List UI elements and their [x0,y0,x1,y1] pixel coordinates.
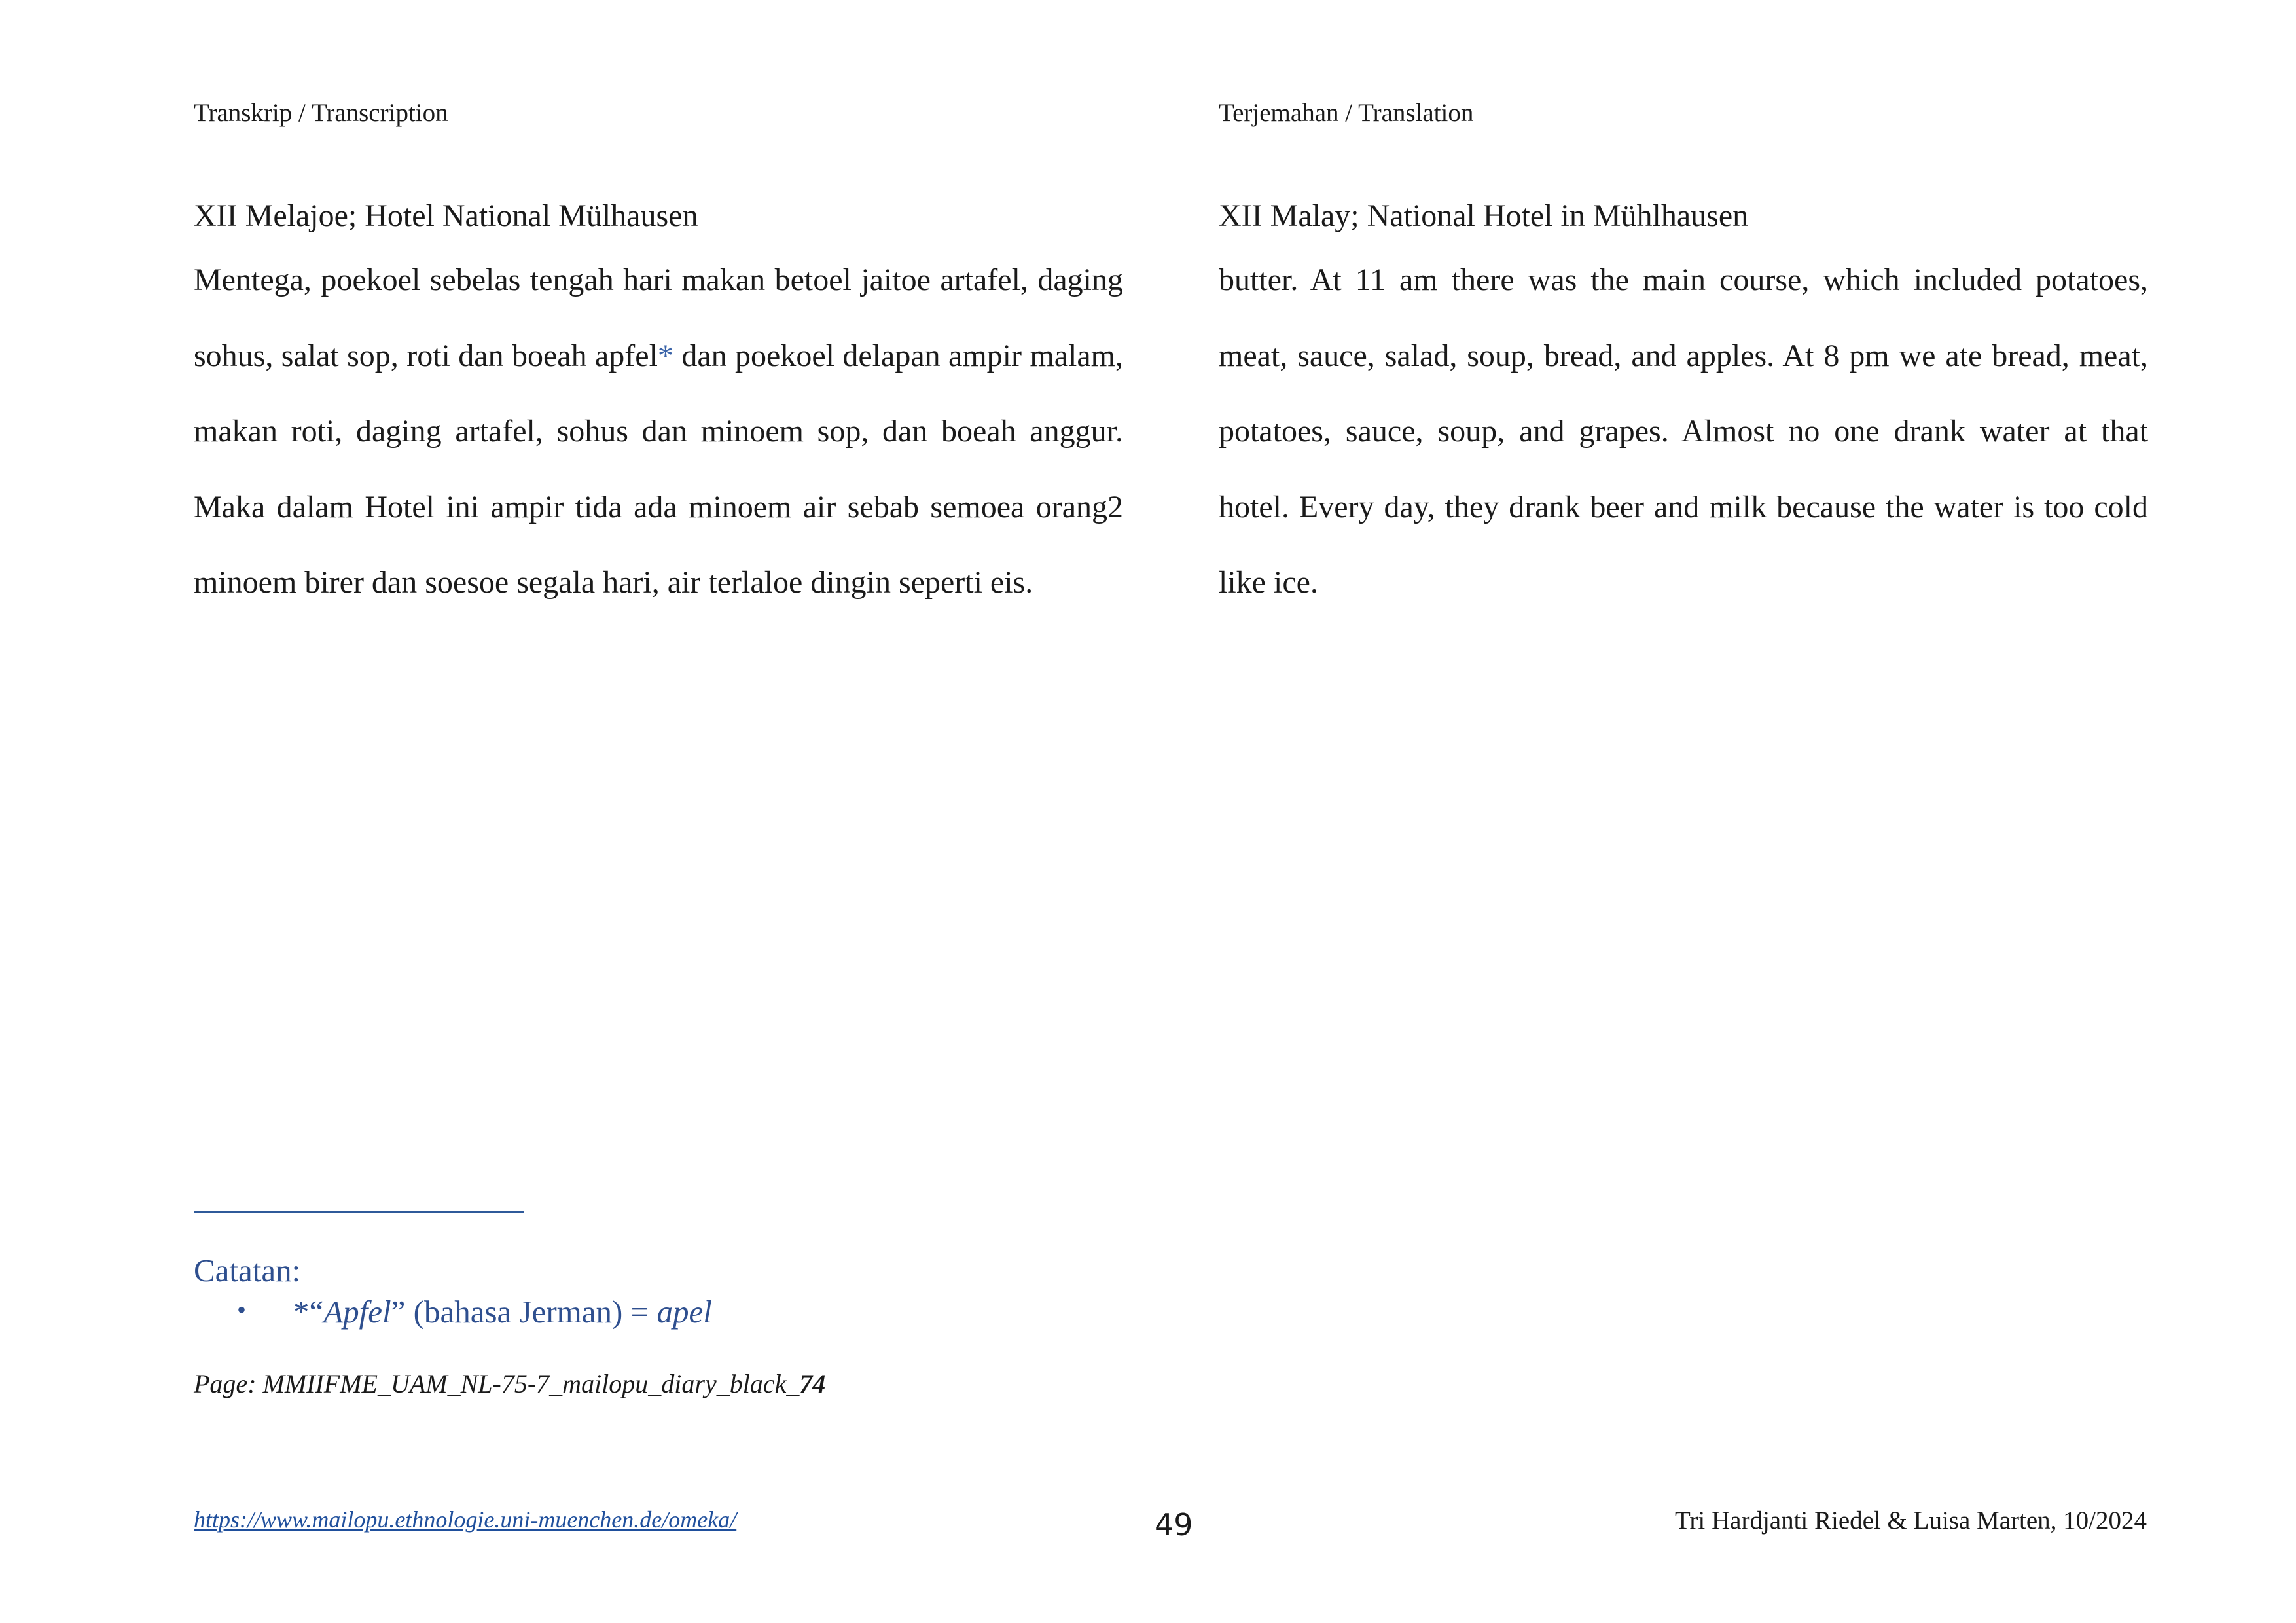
transcription-body-part1: Mentega, poekoel sebelas tengah hari makan betoel jaitoe artafel, daging sohus, salat sop, roti dan boeah apfel [194,263,1123,373]
note-prefix: *“ [293,1294,324,1330]
footnote-divider [194,1211,524,1213]
translation-title: XII Malay; National Hotel in Mühlhausen [1219,198,1749,233]
page-reference [194,1368,825,1399]
transcription-body [194,242,1123,621]
page-reference-prefix: Page: MMIIFME_UAM_NL-75-7_mailopu_diary_black_ [194,1369,800,1398]
note-list-item [237,1293,712,1330]
page-number: 49 [1155,1507,1193,1542]
bullet-icon: • [237,1295,247,1324]
translation-column [1219,190,2148,621]
footer-link[interactable]: https://www.mailopu.ethnologie.uni-muenchen.de/omeka/ [194,1506,737,1533]
translation-body: butter. At 11 am there was the main course, which included potatoes, meat, sauce, salad, soup, bread, and apples. At 8 pm we ate bread, meat, potatoes, sauce, soup, and grapes. Almost no one drank water at that hotel. Every day, they drank beer and milk because the water is too cold like ice. [1219,263,2148,600]
note-text [293,1294,712,1330]
transcription-body-part2: dan poekoel delapan ampir malam, makan roti, daging artafel, sohus dan minoem sop, dan boeah anggur. Maka dalam Hotel ini ampir tida ada minoem air sebab semoea orang2 minoem birer dan soesoe segala hari, air terlaloe dingin seperti eis. [194,338,1124,600]
translation-column-header: Terjemahan / Translation [1219,99,1474,127]
page-reference-number: 74 [799,1369,826,1398]
transcription-column-header: Transkrip / Transcription [194,99,448,127]
note-term: Apfel [323,1294,391,1330]
notes-title: Catatan: [194,1252,301,1288]
note-translation: apel [656,1294,712,1330]
footer-credit: Tri Hardjanti Riedel & Luisa Marten, 10/2024 [1674,1506,2147,1535]
note-middle: ” (bahasa Jerman) = [391,1294,657,1330]
transcription-column [194,190,1123,621]
footnote-marker: * [657,338,673,373]
transcription-title: XII Melajoe; Hotel National Mülhausen [194,198,698,233]
